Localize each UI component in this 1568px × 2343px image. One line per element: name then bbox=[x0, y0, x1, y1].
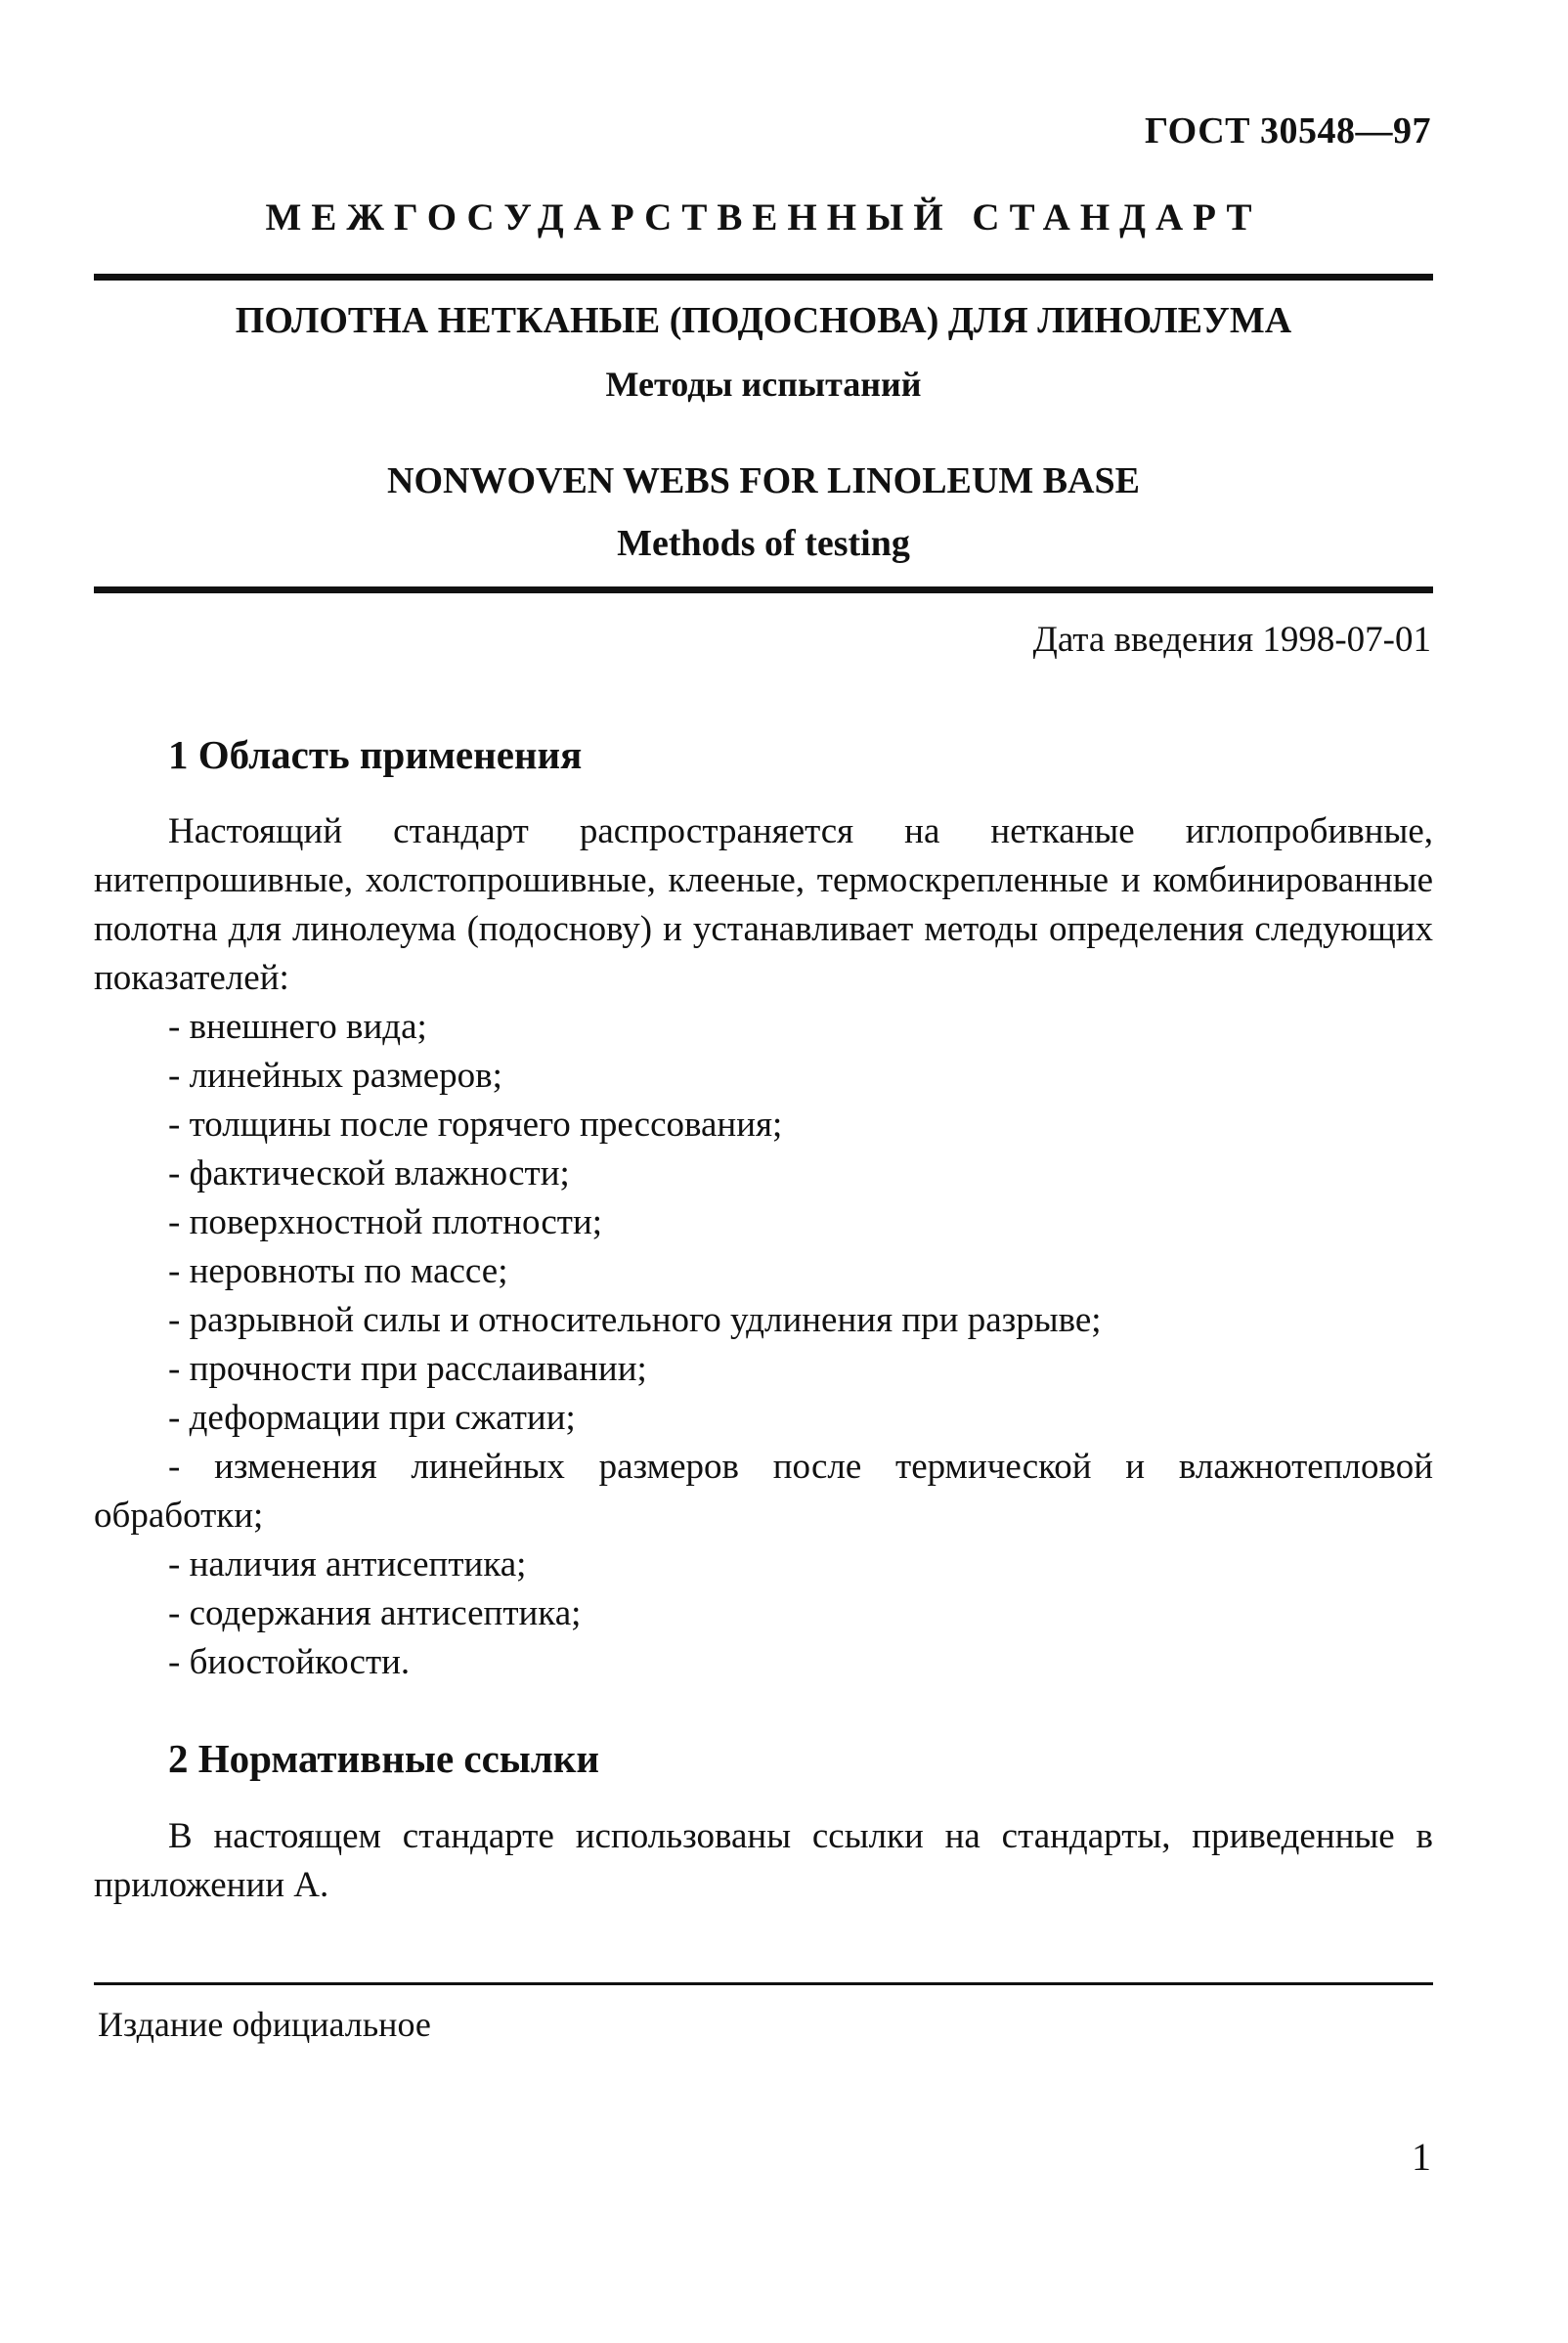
list-item: - фактической влажности; bbox=[168, 1153, 570, 1193]
top-rule bbox=[94, 274, 1433, 281]
page-number: 1 bbox=[1412, 2135, 1431, 2179]
title-en: NONWOVEN WEBS FOR LINOLEUM BASE bbox=[387, 460, 1140, 501]
title-bottom-rule bbox=[94, 586, 1433, 593]
list-item: - линейных размеров; bbox=[168, 1056, 502, 1096]
list-item: - деформации при сжатии; bbox=[168, 1398, 576, 1438]
list-item: - разрывной силы и относительного удлинения при разрыве; bbox=[168, 1300, 1102, 1340]
section-1-heading: 1 Область применения bbox=[168, 732, 583, 777]
section-2-text: В настоящем стандарте использованы ссылки на стандарты, приведенные в приложении А. bbox=[94, 1816, 1433, 1905]
title-ru: ПОЛОТНА НЕТКАНЫЕ (ПОДОСНОВА) ДЛЯ ЛИНОЛЕУМА bbox=[235, 300, 1292, 341]
list-item: - содержания антисептика; bbox=[168, 1593, 582, 1633]
list-item: - прочности при расслаивании; bbox=[168, 1349, 647, 1389]
indicator-list bbox=[94, 1003, 1433, 1687]
list-item: - биостойкости. bbox=[168, 1642, 411, 1682]
standard-category: МЕЖГОСУДАРСТВЕННЫЙ СТАНДАРТ bbox=[265, 196, 1262, 239]
list-item: - толщины после горячего прессования; bbox=[168, 1105, 783, 1145]
standard-code: ГОСТ 30548—97 bbox=[1144, 110, 1431, 152]
subtitle-ru: Методы испытаний bbox=[605, 365, 922, 404]
list-item: - изменения линейных размеров после термической и влажнотепловой обработки; bbox=[94, 1447, 1433, 1536]
list-item: - внешнего вида; bbox=[168, 1007, 427, 1047]
edition-note: Издание официальное bbox=[98, 2005, 431, 2044]
subtitle-en: Methods of testing bbox=[617, 523, 910, 564]
list-item: - наличия антисептика; bbox=[168, 1544, 527, 1584]
section-1-text: Настоящий стандарт распространяется на нетканые иглопробивные, нитепрошивные, холстопрошивные, клееные, термоскрепленные и комбинированные полотна для линолеума (подоснову) и устанавливает методы определения следующих показателей: bbox=[94, 811, 1433, 998]
footer-rule bbox=[94, 1982, 1433, 1985]
list-item: - поверхностной плотности; bbox=[168, 1202, 603, 1242]
introduction-date: Дата введения 1998-07-01 bbox=[1032, 620, 1431, 660]
section-2-heading: 2 Нормативные ссылки bbox=[168, 1736, 600, 1781]
list-item: - неровноты по массе; bbox=[168, 1251, 508, 1291]
